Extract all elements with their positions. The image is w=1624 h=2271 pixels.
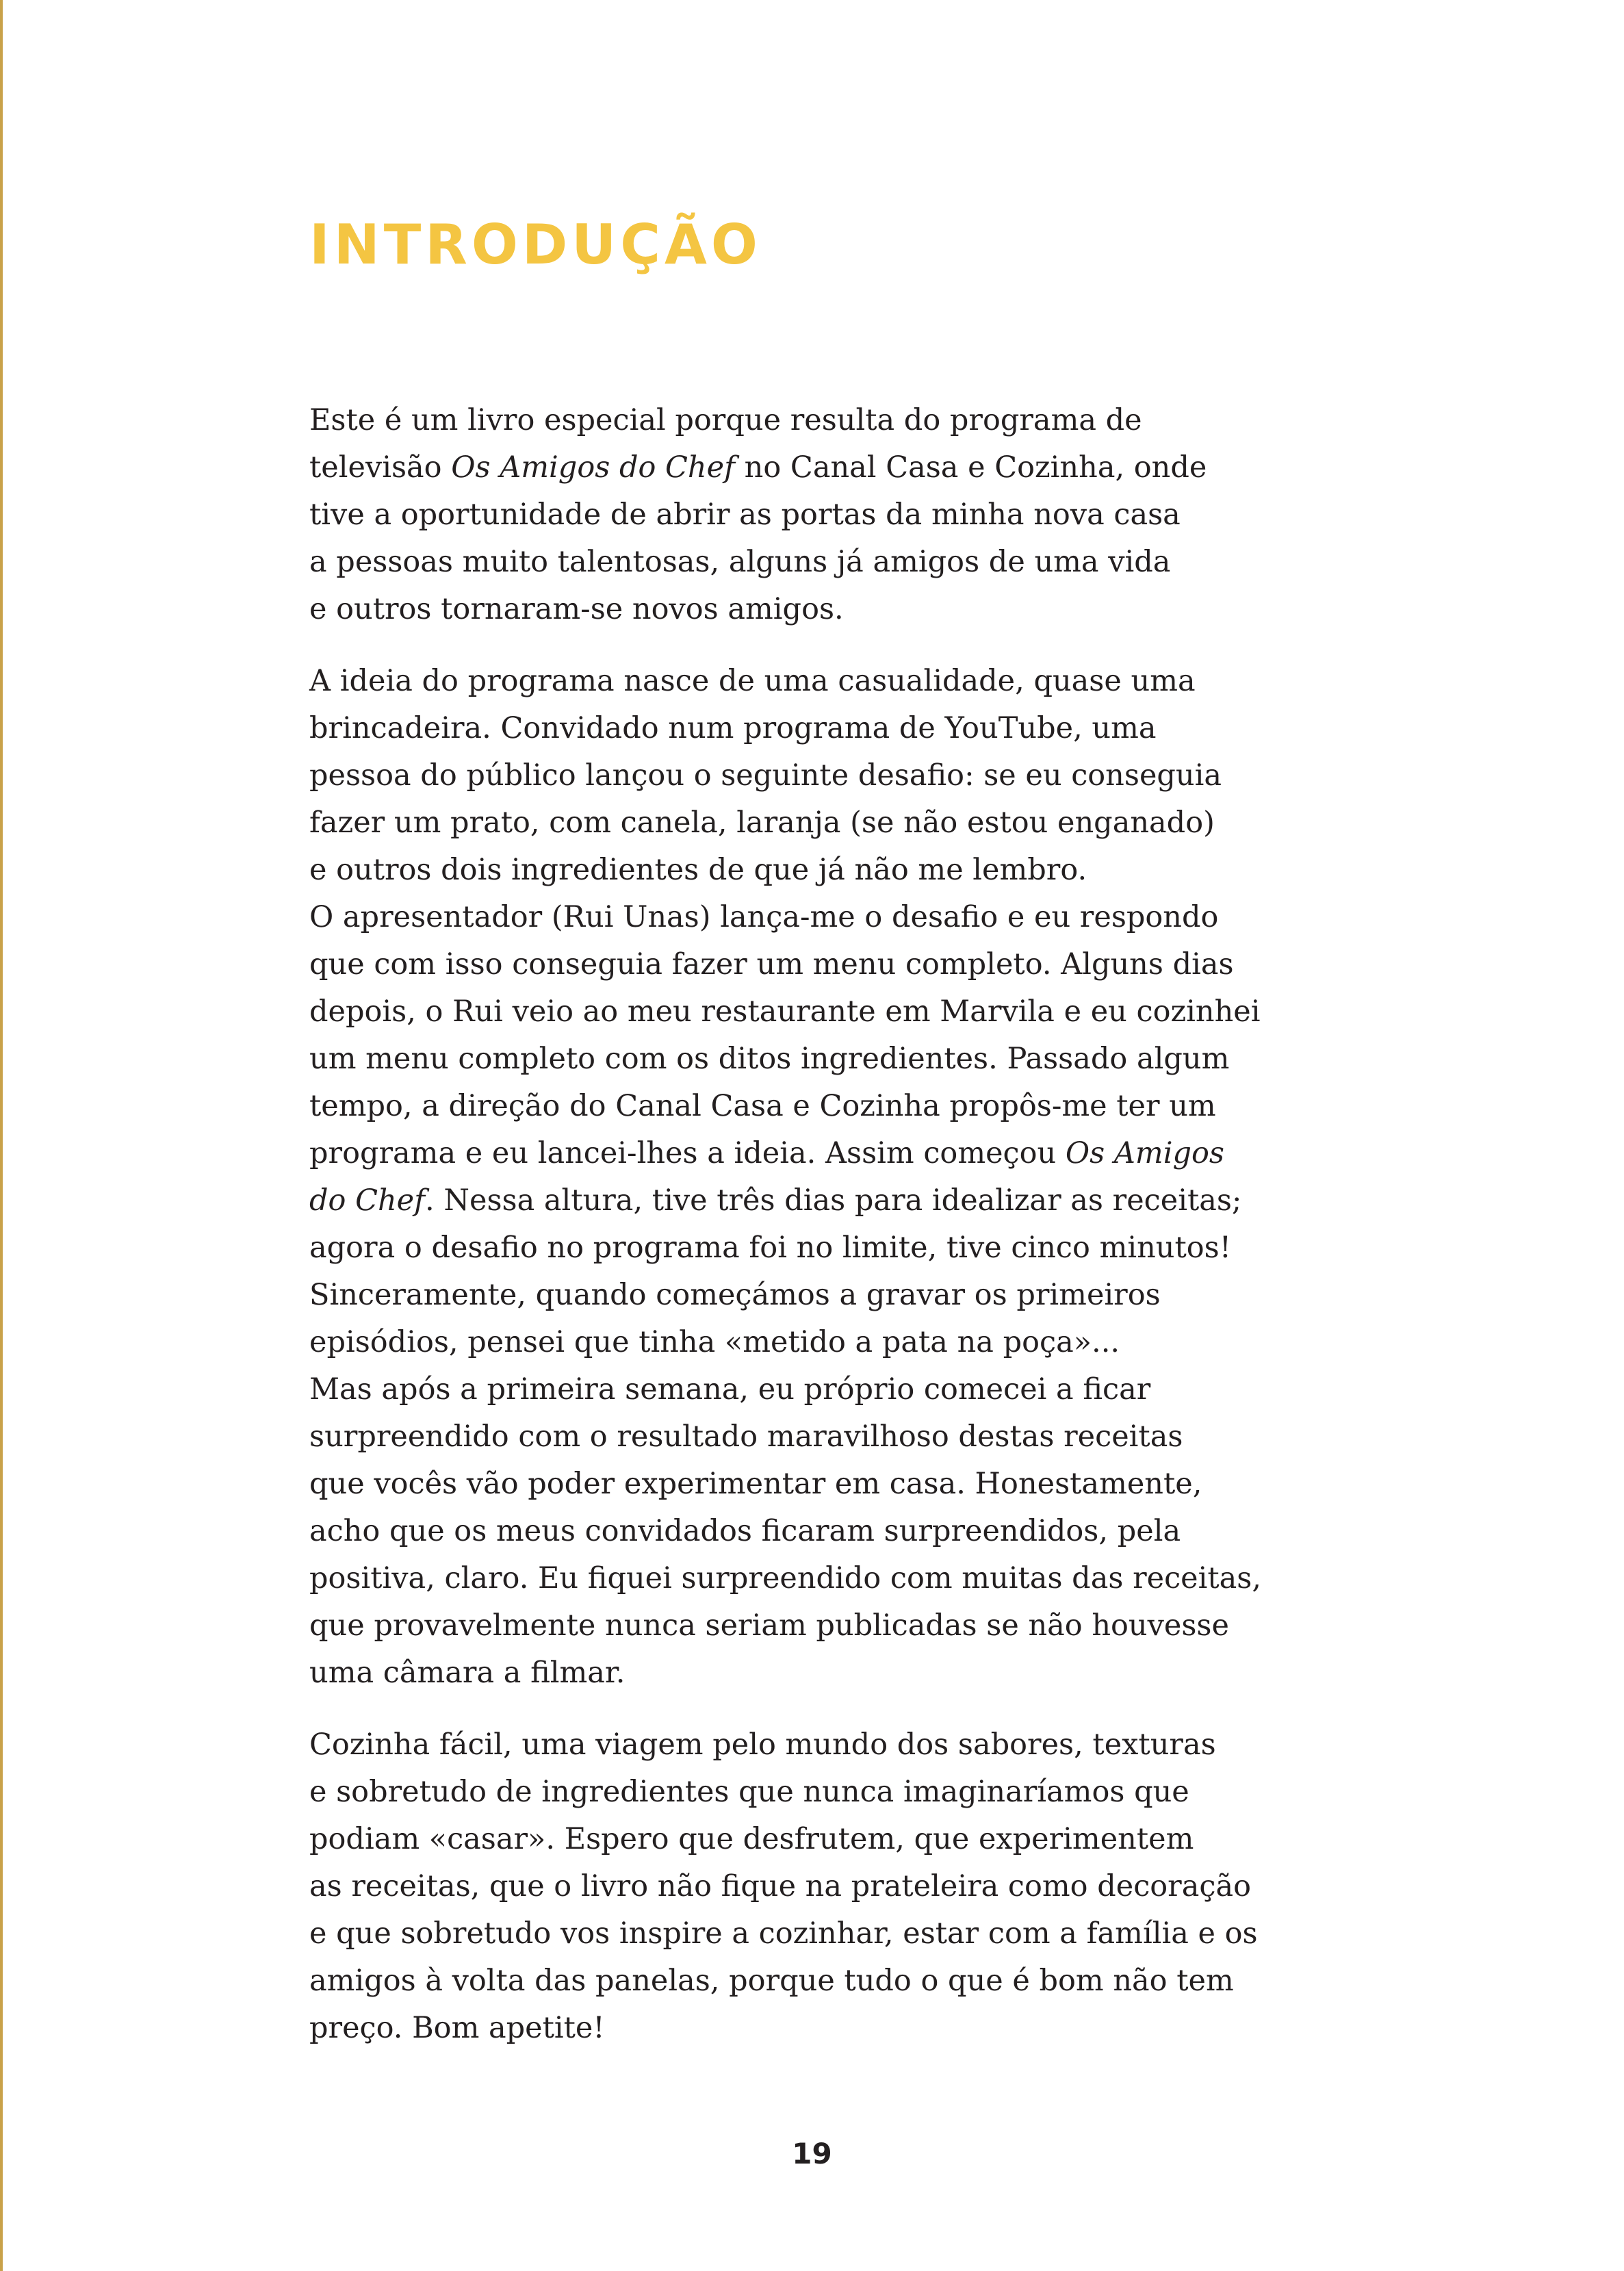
text-line [309, 1177, 1363, 1224]
text-line: A ideia do programa nasce de uma casualidade, quase uma [309, 664, 1196, 698]
text-line: O apresentador (Rui Unas) lança-me o desafio e eu respondo [309, 900, 1219, 934]
show-title-italic: do Chef [309, 1183, 426, 1218]
text-line: que com isso conseguia fazer um menu completo. Alguns dias [309, 947, 1234, 981]
text-line: e que sobretudo vos inspire a cozinhar, estar com a família e os [309, 1916, 1258, 1951]
text-line: um menu completo com os ditos ingredientes. Passado algum [309, 1042, 1230, 1076]
text-line: e outros tornaram-se novos amigos. [309, 592, 844, 626]
text-line: acho que os meus convidados ficaram surpreendidos, pela [309, 1514, 1181, 1548]
text-line: a pessoas muito talentosas, alguns já amigos de uma vida [309, 545, 1171, 579]
text-line [309, 1130, 1363, 1177]
text-line: tempo, a direção do Canal Casa e Cozinha propôs-me ter um [309, 1089, 1216, 1123]
text-line: amigos à volta das panelas, porque tudo o que é bom não tem [309, 1964, 1234, 1998]
text-line: Cozinha fácil, uma viagem pelo mundo dos sabores, texturas [309, 1728, 1216, 1762]
text-line: positiva, claro. Eu fiquei surpreendido com muitas das receitas, [309, 1561, 1262, 1595]
paragraph [309, 397, 1363, 633]
text-line: que vocês vão poder experimentar em casa. Honestamente, [309, 1467, 1202, 1501]
text-line [309, 444, 1363, 491]
chapter-heading: INTRODUÇÃO [309, 213, 762, 277]
text-segment: televisão [309, 450, 452, 485]
text-line: episódios, pensei que tinha «metido a pata na poça»... [309, 1325, 1120, 1359]
body-text [309, 397, 1363, 2077]
text-line: pessoa do público lançou o seguinte desafio: se eu conseguia [309, 758, 1222, 793]
text-line: que provavelmente nunca seriam publicadas se não houvesse [309, 1608, 1229, 1643]
text-segment: . Nessa altura, tive três dias para idealizar as receitas; [425, 1183, 1242, 1218]
text-segment: programa e eu lancei-lhes a ideia. Assim começou [309, 1136, 1066, 1170]
text-line: preço. Bom apetite! [309, 2011, 605, 2045]
text-line: Mas após a primeira semana, eu próprio comecei a ficar [309, 1372, 1151, 1407]
text-line: depois, o Rui veio ao meu restaurante em Marvila e eu cozinhei [309, 995, 1261, 1029]
text-line: uma câmara a filmar. [309, 1656, 626, 1690]
text-line: podiam «casar». Espero que desfrutem, que experimentem [309, 1822, 1194, 1856]
page-edge-line [0, 0, 3, 2271]
text-segment: no Canal Casa e Cozinha, onde [735, 450, 1207, 485]
text-line: surpreendido com o resultado maravilhoso destas receitas [309, 1420, 1183, 1454]
text-line: e outros dois ingredientes de que já não me lembro. [309, 853, 1087, 887]
paragraph [309, 1721, 1363, 2052]
text-line: e sobretudo de ingredientes que nunca imaginaríamos que [309, 1775, 1189, 1809]
text-line: Este é um livro especial porque resulta do programa de [309, 403, 1142, 437]
text-line: Sinceramente, quando começámos a gravar os primeiros [309, 1278, 1161, 1312]
text-line: fazer um prato, com canela, laranja (se não estou enganado) [309, 806, 1215, 840]
page-number: 19 [792, 2137, 832, 2170]
text-line: as receitas, que o livro não fique na prateleira como decoração [309, 1869, 1251, 1903]
text-line: brincadeira. Convidado num programa de YouTube, uma [309, 711, 1157, 745]
text-line: agora o desafio no programa foi no limite, tive cinco minutos! [309, 1231, 1232, 1265]
text-line: tive a oportunidade de abrir as portas da minha nova casa [309, 498, 1181, 532]
show-title-italic: Os Amigos [1065, 1136, 1224, 1170]
paragraph [309, 658, 1363, 1697]
show-title-italic: Os Amigos do Chef [451, 450, 735, 485]
